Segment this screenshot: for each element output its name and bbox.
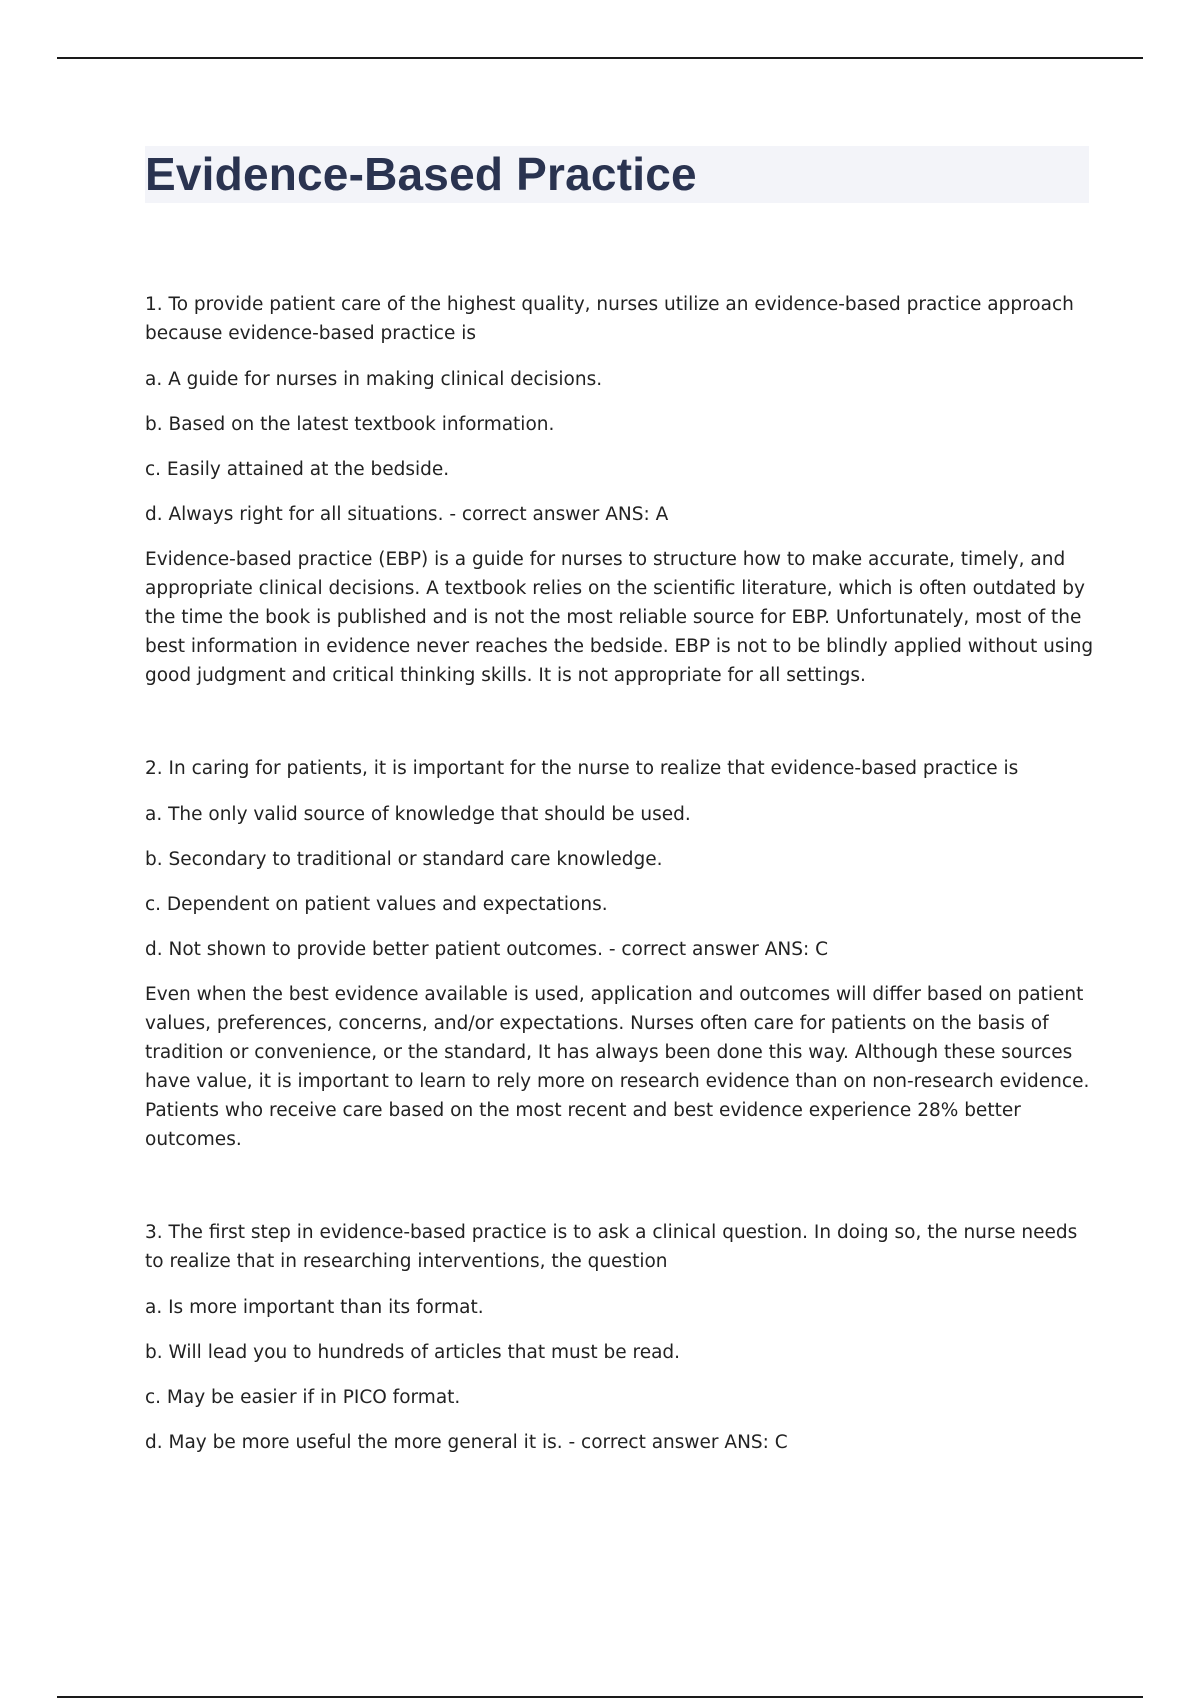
answer-option-d: d. May be more useful the more general it is. - correct answer ANS: C xyxy=(145,1432,788,1453)
bottom-rule xyxy=(57,1696,1143,1698)
question-block-1 xyxy=(145,290,1095,690)
answer-option-d: d. Not shown to provide better patient outcomes. - correct answer ANS: C xyxy=(145,939,829,960)
answer-option-b: b. Based on the latest textbook information. xyxy=(145,414,555,435)
answer-explanation: Evidence-based practice (EBP) is a guide for nurses to structure how to make accurate, timely, and appropriate clinical decisions. A textbook relies on the scientific literature, which is often outdated by the time the book is published and is not the most reliable source for EBP. Unfortunately, most of the best information in evidence never reaches the bedside. EBP is not to be blindly applied without using good judgment and critical thinking skills. It is not appropriate for all settings. xyxy=(145,549,1094,686)
answer-option-a: a. A guide for nurses in making clinical decisions. xyxy=(145,369,603,390)
answer-explanation: Even when the best evidence available is used, application and outcomes will differ based on patient values, preferences, concerns, and/or expectations. Nurses often care for patients on the basis of tradition or convenience, or the standard, It has always been done this way. Although these sources have value, it is important to learn to rely more on research evidence than on non-research evidence. Patients who receive care based on the most recent and best evidence experience 28% better outcomes. xyxy=(145,984,1090,1150)
answer-option-d: d. Always right for all situations. - correct answer ANS: A xyxy=(145,504,669,525)
answer-option-b: b. Will lead you to hundreds of articles that must be read. xyxy=(145,1342,681,1363)
question-block-3 xyxy=(145,1218,1095,1457)
question-prompt: 3. The first step in evidence-based practice is to ask a clinical question. In doing so, the nurse needs to realize that in researching interventions, the question xyxy=(145,1222,1078,1272)
document-body xyxy=(145,290,1095,1473)
answer-option-c: c. May be easier if in PICO format. xyxy=(145,1387,461,1408)
answer-option-b: b. Secondary to traditional or standard care knowledge. xyxy=(145,849,663,870)
answer-option-c: c. Dependent on patient values and expectations. xyxy=(145,894,608,915)
answer-option-a: a. The only valid source of knowledge that should be used. xyxy=(145,804,691,825)
top-rule xyxy=(57,57,1143,59)
page-title: Evidence-Based Practice xyxy=(145,148,697,200)
answer-option-a: a. Is more important than its format. xyxy=(145,1297,484,1318)
question-prompt: 2. In caring for patients, it is important for the nurse to realize that evidence-based practice is xyxy=(145,758,1019,779)
question-block-2 xyxy=(145,754,1095,1154)
answer-option-c: c. Easily attained at the bedside. xyxy=(145,459,450,480)
question-prompt: 1. To provide patient care of the highest quality, nurses utilize an evidence-based practice approach because evidence-based practice is xyxy=(145,294,1074,344)
